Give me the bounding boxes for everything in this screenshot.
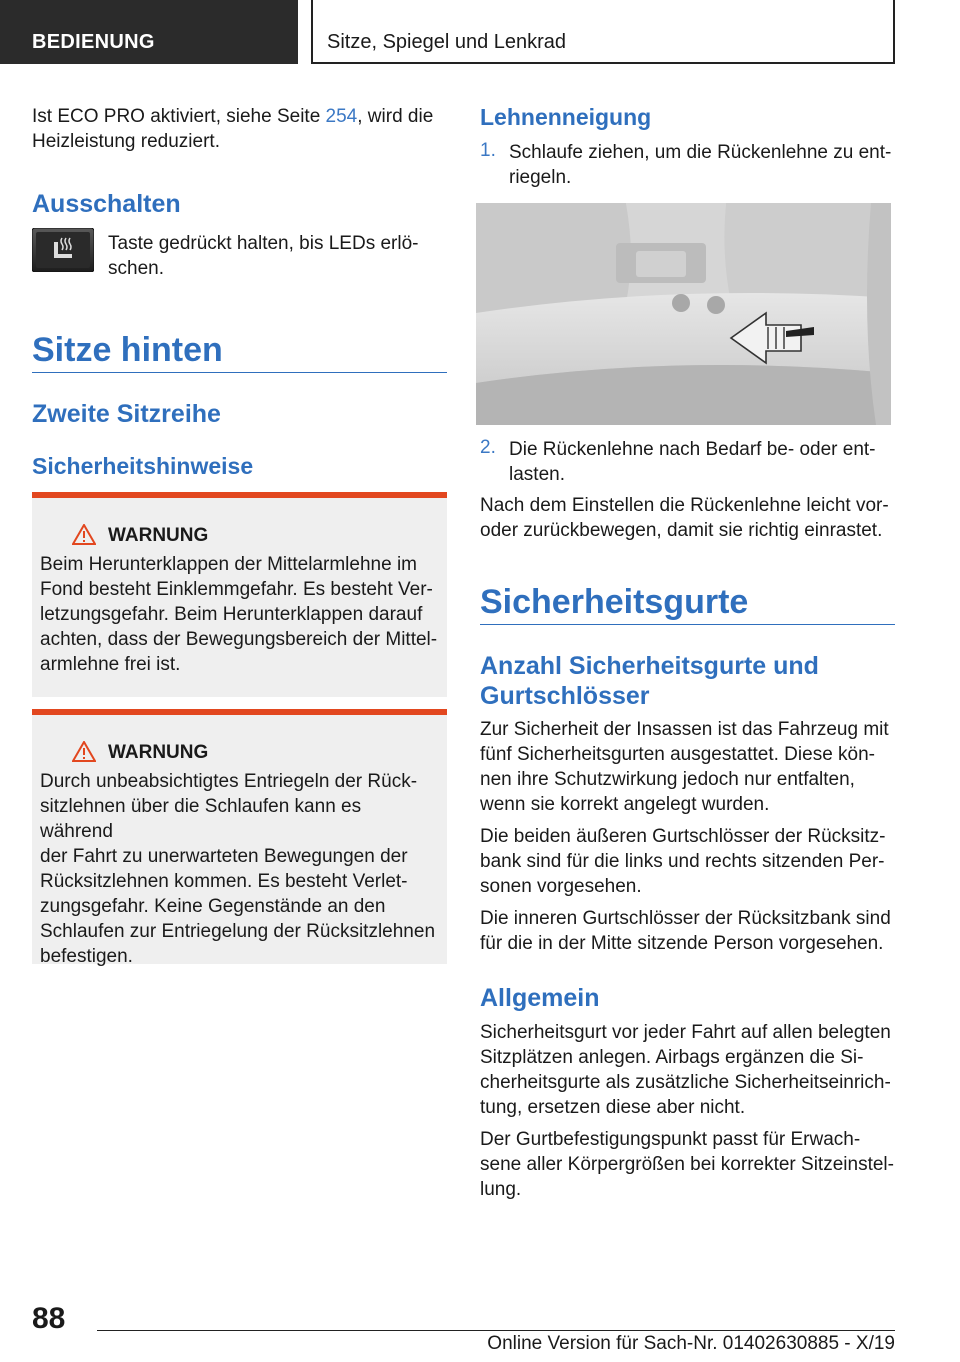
heading-rule [32,372,447,373]
off-line-1: Taste gedrückt halten, bis LEDs erlö- [108,233,419,254]
paragraph-line: tung, ersetzen diese aber nicht. [480,1097,746,1118]
paragraph-line: Sicherheitsgurt vor jeder Fahrt auf allen belegten [480,1022,891,1043]
warning-line: Schlaufen zur Entriegelung der Rücksitzlehnen [40,921,436,942]
paragraph-line: bank sind für die links und rechts sitzenden Per- [480,851,885,872]
heading-ausschalten: Ausschalten [32,190,181,218]
heading-line: Anzahl Sicherheitsgurte und [480,652,819,680]
warning-line: achten, dass der Bewegungsbereich der Mittel- [40,629,438,650]
paragraph-line: sene aller Körpergrößen bei korrekter Sitzeinstel- [480,1154,894,1175]
off-instruction [108,231,448,281]
warning-line: zungsgefahr. Keine Gegenstände an den [40,896,386,917]
paragraph-line: nen ihre Schutzwirkung jedoch nur entfalten, [480,769,855,790]
warning-line: der Fahrt zu unerwarteten Bewegungen der [40,846,408,867]
warning-title: WARNUNG [108,525,209,546]
warning-title: WARNUNG [108,742,209,763]
step-1-line: riegeln. [509,167,572,188]
paragraph-line: Die beiden äußeren Gurtschlösser der Rücksitz- [480,826,886,847]
warning-line: armlehne frei ist. [40,654,181,675]
rear-seat-illustration [476,203,891,425]
intro-text-end: , wird die [357,106,434,127]
warning-line: letzungsgefahr. Beim Herunterklappen darauf [40,604,423,625]
paragraph-line: oder zurückbewegen, damit sie richtig einrastet. [480,520,883,541]
page-link-254[interactable]: 254 [325,106,358,127]
step-1 [509,140,899,190]
warning-line: Durch unbeabsichtigtes Entriegeln der Rück- [40,771,418,792]
step-2 [509,437,899,487]
paragraph-line: fünf Sicherheitsgurten ausgestattet. Diese kön- [480,744,876,765]
after-adjust-paragraph [480,493,900,543]
step-number-1: 1. [480,140,496,161]
paragraph-line: Zur Sicherheit der Insassen ist das Fahrzeug mit [480,719,889,740]
heading-allgemein: Allgemein [480,984,600,1012]
paragraph-line: cherheitsgurte als zusätzliche Sicherheitseinrich- [480,1072,891,1093]
header-chapter: Sitze, Spiegel und Lenkrad [311,0,895,64]
paragraph-line: wenn sie korrekt angelegt wurden. [480,794,770,815]
footer-text: Online Version für Sach-Nr. 01402630885 - X/19 [487,1333,895,1354]
heading-sitze-hinten: Sitze hinten [32,331,223,369]
paragraph-line: lung. [480,1179,522,1200]
step-1-line: Schlaufe ziehen, um die Rückenlehne zu ent- [509,142,892,163]
warning-line: befestigen. [40,946,133,967]
seat-heating-button-icon [32,228,94,272]
warning-box-2 [32,709,447,967]
heading-line: Gurtschlösser [480,682,650,710]
intro-paragraph [32,104,452,154]
intro-text: Ist ECO PRO aktiviert, siehe Seite [32,106,326,127]
paragraph-line: Der Gurtbefestigungspunkt passt für Erwach- [480,1129,861,1150]
paragraph-line: Sitzplätzen anlegen. Airbags ergänzen die Si- [480,1047,864,1068]
paragraph-line: Die inneren Gurtschlösser der Rücksitzbank sind [480,908,891,929]
heading-anzahl-gurte [480,651,819,711]
step-number-2: 2. [480,437,496,458]
warning-line: Beim Herunterklappen der Mittelarmlehne im [40,554,417,575]
heading-lehnenneigung: Lehnenneigung [480,104,652,130]
header-section: BEDIENUNG [0,0,298,64]
heading-rule [480,624,895,625]
belts-paragraphs [480,717,900,956]
off-line-2: schen. [108,258,164,279]
paragraph-line: Nach dem Einstellen die Rückenlehne leicht vor- [480,495,889,516]
heading-sicherheitshinweise: Sicherheitshinweise [32,453,254,479]
paragraph-line: für die in der Mitte sitzende Person vorgesehen. [480,933,884,954]
heading-zweite-sitzreihe: Zweite Sitzreihe [32,400,221,428]
intro-line-2: Heizleistung reduziert. [32,131,220,152]
general-paragraphs [480,1020,900,1202]
footer-rule [97,1330,895,1331]
heading-sicherheitsgurte: Sicherheitsgurte [480,583,749,621]
step-2-line: Die Rückenlehne nach Bedarf be- oder ent- [509,439,876,460]
step-2-line: lasten. [509,464,565,485]
warning-line: sitzlehnen über die Schlaufen kann es während [40,796,362,842]
warning-box-1 [32,492,447,697]
paragraph-line: sonen vorgesehen. [480,876,642,897]
warning-line: Rücksitzlehnen kommen. Es besteht Verlet- [40,871,408,892]
page-number: 88 [32,1302,66,1335]
warning-line: Fond besteht Einklemmgefahr. Es besteht Ver- [40,579,433,600]
